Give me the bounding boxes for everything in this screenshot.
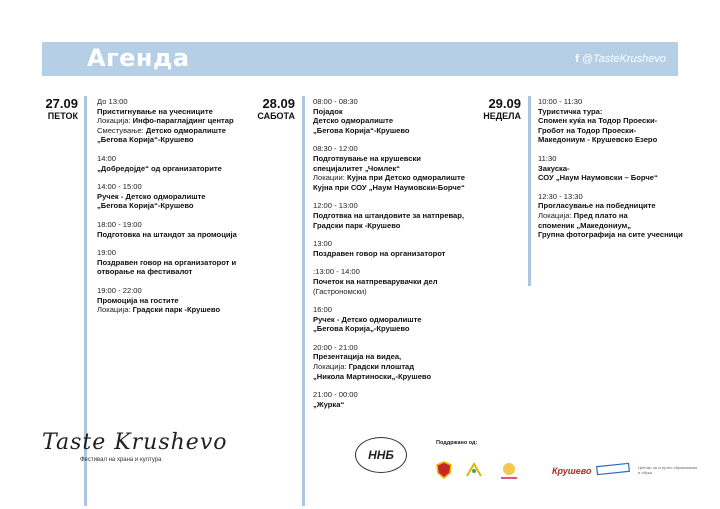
- event-detail: СОУ „Наум Наумовски – Борче“: [538, 173, 658, 183]
- sponsor-logo-shield-icon: [436, 461, 452, 484]
- event-time: До 13:00: [97, 97, 128, 106]
- event-title: Промоција на гостите: [97, 295, 179, 305]
- day-sunday: [480, 97, 521, 122]
- event-detail: „Никола Мартиноски„-Крушево: [313, 371, 432, 381]
- sponsor-logo-star-icon: [464, 462, 484, 483]
- event-title: Подготовка на штандот за промоција: [97, 229, 237, 239]
- event-title: Презентација на видеа,: [313, 352, 402, 362]
- event-title: Поздравен говор на организаторот: [313, 248, 446, 258]
- event: [538, 154, 688, 183]
- event: [97, 97, 247, 145]
- event-detail: „Беговa Корија“-Крушево: [313, 125, 410, 135]
- event: [313, 201, 478, 230]
- nnb-logo: ННБ: [355, 437, 407, 473]
- event-time: :13:00 - 14:00: [313, 267, 360, 277]
- event: [538, 192, 688, 240]
- sunday-events: [538, 97, 688, 249]
- event-title: Појадок: [313, 106, 343, 116]
- event-location: Локација: Инфо-параглајдинг центар: [97, 116, 234, 126]
- event-note: (Гастрономски): [313, 286, 367, 296]
- event-time: 11:30: [538, 153, 557, 163]
- event-location: Локации: Кујна при Детско одморалиште: [313, 173, 465, 183]
- divider-sunday: [528, 96, 531, 286]
- event-time: 13:00: [313, 239, 333, 249]
- event-title: Прогласување на победниците: [538, 201, 656, 211]
- event: [97, 154, 247, 173]
- event-detail: Детско одморалиште: [313, 116, 394, 126]
- page-title: Агенда: [87, 44, 190, 72]
- event-detail: Кујна при СОУ „Наум Наумовски-Борче“: [313, 182, 465, 192]
- event: [313, 239, 478, 258]
- sponsor-logo-stamp-icon: [596, 462, 630, 481]
- event-title: Закуска-: [538, 163, 570, 173]
- friday-events: [97, 97, 247, 324]
- event-title: Подготвка на штандовите за натпревар,: [313, 210, 464, 220]
- event-title: Ручек - Детско одморалиште: [313, 314, 422, 324]
- event: [97, 220, 247, 239]
- event-location: Сместување: Детско одморалиште: [97, 125, 226, 135]
- event: [313, 343, 478, 381]
- event-location: Локација: Градски плоштад: [313, 362, 415, 372]
- logo-text: Taste Krushevo: [42, 430, 228, 455]
- event-detail: специјалитет „Чомлек“: [313, 163, 400, 173]
- event: [313, 97, 478, 135]
- date-label: 28.09: [262, 96, 295, 111]
- event-time: 08:30 - 12:00: [313, 144, 358, 154]
- divider-saturday: [302, 96, 305, 506]
- day-friday: [40, 97, 78, 122]
- event-title: Подготвување на крушевски: [313, 153, 421, 163]
- event-title: Поздравен говор на организаторот и: [97, 257, 237, 267]
- training-center-logo: Центар за стручно образование и обука: [638, 465, 698, 475]
- event-title: Туристичка тура:: [538, 106, 603, 116]
- event: [538, 97, 688, 145]
- event-time: 12:30 - 13:30: [538, 191, 583, 201]
- event: [97, 248, 247, 277]
- event-detail: споменик „Македониум„: [538, 220, 632, 230]
- event-time: 21:00 - 00:00: [313, 390, 358, 400]
- event-time: 12:00 - 13:00: [313, 201, 358, 211]
- weekday-label: САБОТА: [257, 111, 295, 121]
- event-detail: „Беговa Корија“-Крушево: [97, 201, 194, 211]
- taste-krushevo-logo: [42, 430, 228, 463]
- event-time: 10:00 - 11:30: [538, 97, 583, 106]
- event-location: Локација: Пред плато на: [538, 210, 628, 220]
- date-label: 27.09: [45, 96, 78, 111]
- agenda-header: [42, 42, 678, 76]
- event-time: 19:00: [97, 248, 117, 258]
- date-label: 29.09: [488, 96, 521, 111]
- event: [313, 305, 478, 334]
- day-saturday: [255, 97, 295, 122]
- event-detail: „Беговa Корија“-Крушево: [97, 135, 194, 145]
- event-title: Пристигнување на учесниците: [97, 106, 213, 116]
- event: [313, 267, 478, 296]
- weekday-label: НЕДЕЛА: [483, 111, 521, 121]
- event-time: 14:00: [97, 153, 117, 163]
- event-detail: Гробот на Тодор Проески-: [538, 125, 637, 135]
- event-detail: Македониум - Крушевско Езеро: [538, 135, 658, 145]
- event-time: 16:00: [313, 305, 333, 315]
- event-time: 18:00 - 19:00: [97, 219, 142, 229]
- krushevo-logo: Крушево: [552, 466, 592, 476]
- saturday-events: [313, 97, 478, 418]
- event: [313, 144, 478, 192]
- event-time: 19:00 - 22:00: [97, 285, 142, 295]
- event-detail: „Беговa Корија„-Крушево: [313, 324, 410, 334]
- event-time: 14:00 - 15:00: [97, 182, 142, 192]
- event: [97, 286, 247, 315]
- event-title: Ручек - Детско одморалиште: [97, 191, 206, 201]
- event-time: 08:00 - 08:30: [313, 97, 358, 106]
- event-detail: Градски парк -Крушево: [313, 220, 401, 230]
- supported-by-label: Поддржано од:: [436, 440, 478, 446]
- event-detail: отворање на фестивалот: [97, 267, 193, 277]
- event-title: „Добредојде“ од организаторите: [97, 163, 222, 173]
- event-detail: Спомен куќа на Тодор Проески-: [538, 116, 658, 126]
- facebook-icon: f: [575, 53, 579, 65]
- sponsor-logo-sun-icon: [498, 460, 520, 485]
- event-title: Почеток на натпреварувачки дел: [313, 276, 438, 286]
- weekday-label: ПЕТОК: [47, 111, 78, 121]
- event-title: „Журка“: [313, 399, 345, 409]
- event-detail: Групна фотографија на сите учесници: [538, 230, 683, 240]
- logo-subtitle: Фестивал на храна и култура: [80, 457, 162, 463]
- event-location: Локација: Градски парк -Крушево: [97, 305, 221, 315]
- social-handle[interactable]: f @TasteKrushevo: [575, 53, 666, 65]
- event: [97, 182, 247, 211]
- event: [313, 390, 478, 409]
- event-time: 20:00 - 21:00: [313, 342, 358, 352]
